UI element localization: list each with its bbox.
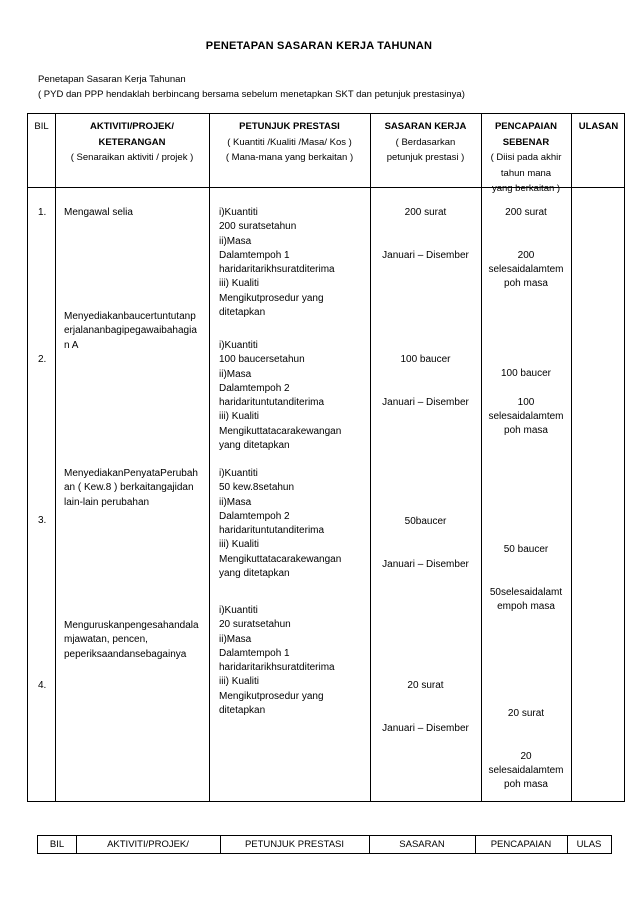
header-pencapaian: PENCAPAIAN SEBENAR ( Diisi pada akhir tahun mana yang berkaitan ) [490, 121, 562, 194]
row-4-pencapaian: 20 surat 20 selesaidalamtem poh masa [488, 708, 564, 791]
row-1-bil: 1. [38, 207, 47, 218]
row-1-sasaran: 200 surat Januari – Disember [382, 207, 469, 261]
row-4-sasaran: 20 surat Januari – Disember [382, 680, 469, 734]
table2-header-petunjuk: PETUNJUK PRESTASI [244, 839, 345, 850]
table2-header-bil: BIL [49, 839, 65, 850]
column-divider [55, 114, 56, 801]
sasaran-table [27, 113, 625, 802]
row-4-aktiviti: Menguruskanpengesahandala mjawatan, pencen, peperiksaandansebagainya [64, 620, 199, 660]
row-1-aktiviti: Mengawal selia [64, 207, 133, 218]
intro-text [38, 72, 465, 102]
table2-header-aktiviti: AKTIVITI/PROJEK/ [107, 839, 189, 850]
intro-line-1: Penetapan Sasaran Kerja Tahunan [38, 74, 186, 85]
column-divider [571, 114, 572, 801]
column-divider [209, 114, 210, 801]
row-2-petunjuk: i)Kuantiti 100 baucersetahun ii)Masa Dalamtempoh 2 haridarituntutanditerima iii) Kualiti Mengikuttatacarakewangan yang ditetapkan [219, 340, 342, 452]
row-2-sasaran: 100 baucer Januari – Disember [382, 354, 469, 408]
next-page-table-header [37, 835, 612, 854]
row-3-aktiviti: MenyediakanPenyataPerubah an ( Kew.8 ) berkaitangajidan lain-lain perubahan [64, 468, 198, 508]
header-ulasan: ULASAN [578, 121, 619, 132]
header-bil: BIL [34, 121, 49, 132]
header-petunjuk: PETUNJUK PRESTASI ( Kuantiti /Kualiti /Masa/ Kos ) ( Mana-mana yang berkaitan ) [225, 121, 354, 163]
row-2-pencapaian: 100 baucer 100 selesaidalamtem poh masa [488, 368, 564, 437]
table2-header-sasaran: SASARAN [399, 839, 445, 850]
header-sasaran: SASARAN KERJA ( Berdasarkan petunjuk prestasi ) [384, 121, 467, 163]
row-4-bil: 4. [38, 680, 47, 691]
header-aktiviti: AKTIVITI/PROJEK/ KETERANGAN ( Senaraikan aktiviti / projek ) [70, 121, 194, 163]
row-2-aktiviti: Menyediakanbaucertuntutanp erjalananbagipegawaibahagia n A [64, 311, 197, 351]
intro-line-2: ( PYD dan PPP hendaklah berbincang bersama sebelum menetapkan SKT dan petunjuk prestasinya) [38, 89, 465, 100]
row-3-bil: 3. [38, 515, 47, 526]
row-4-petunjuk: i)Kuantiti 20 suratsetahun ii)Masa Dalamtempoh 1 haridaritarikhsuratditerima iii) Kualiti Mengikutprosedur yang ditetapkan [219, 605, 335, 717]
row-3-pencapaian: 50 baucer 50selesaidalamt empoh masa [489, 544, 563, 613]
row-2-bil: 2. [38, 354, 47, 365]
row-3-sasaran: 50baucer Januari – Disember [382, 516, 469, 570]
table2-header-ulasan: ULAS [576, 839, 602, 850]
document-title: PENETAPAN SASARAN KERJA TAHUNAN [205, 40, 433, 52]
row-3-petunjuk: i)Kuantiti 50 kew.8setahun ii)Masa Dalamtempoh 2 haridarituntutanditerima iii) Kualiti Mengikuttatacarakewangan yang ditetapkan [219, 468, 342, 580]
row-1-pencapaian: 200 surat 200 selesaidalamtem poh masa [488, 207, 564, 290]
table2-header-pencapaian: PENCAPAIAN [490, 839, 552, 850]
row-1-petunjuk: i)Kuantiti 200 suratsetahun ii)Masa Dalamtempoh 1 haridaritarikhsuratditerima iii) Kualiti Mengikutprosedur yang ditetapkan [219, 207, 335, 319]
